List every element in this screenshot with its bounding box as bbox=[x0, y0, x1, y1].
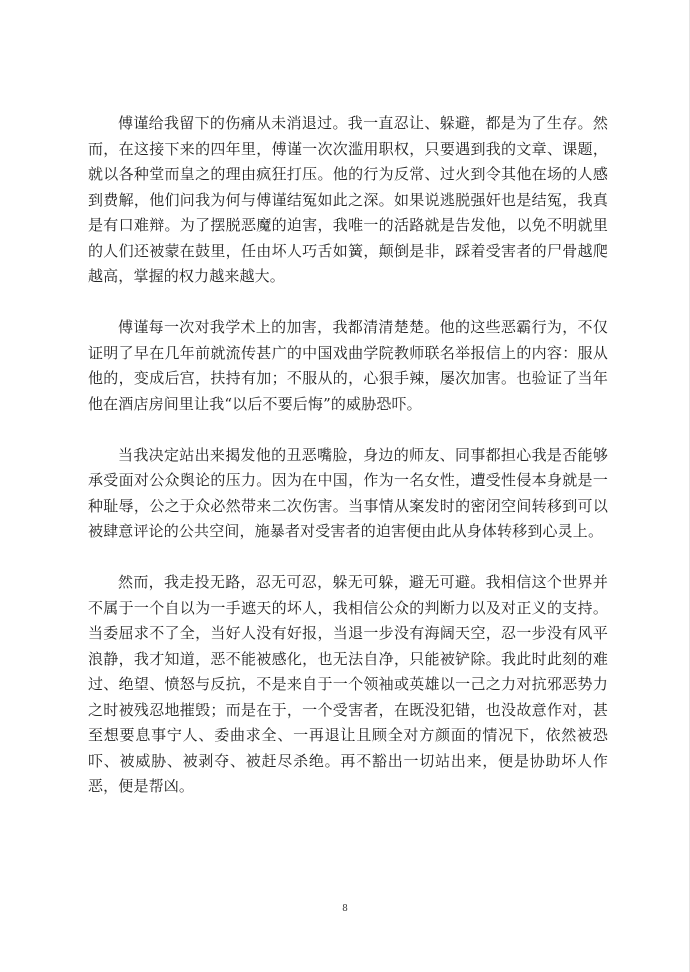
paragraph-4: 然而，我走投无路，忍无可忍，躲无可躲，避无可避。我相信这个世界并不属于一个自以为一手遮天的坏人，我相信公众的判断力以及对正义的支持。当委屈求不了全，当好人没有好报，当退一步没有海阔天空，忍一步没有风平浪静，我才知道，恶不能被感化，也无法自净，只能被铲除。我此时此刻的难过、绝望、愤怒与反抗，不是来自于一个领袖或英雄以一己之力对抗邪恶势力之时被残忍地摧毁；而是在于，一个受害者，在既没犯错，也没故意作对，甚至想要息事宁人、委曲求全、一再退让且顾全对方颜面的情况下，依然被恐吓、被威胁、被剥夺、被赶尽杀绝。再不豁出一切站出来，便是协助坏人作恶，便是帮凶。 bbox=[88, 573, 608, 795]
paragraph-2: 傅谨每一次对我学术上的加害，我都清清楚楚。他的这些恶霸行为，不仅证明了早在几年前就流传甚广的中国戏曲学院教师联名举报信上的内容：服从他的，变成后宫，扶持有加；不服从的，心狠手辣，屡次加害。也验证了当年他在酒店房间里让我“以后不要后悔”的威胁恐吓。 bbox=[88, 318, 608, 413]
page-number: 8 bbox=[342, 904, 348, 914]
paragraph-3: 当我决定站出来揭发他的丑恶嘴脸，身边的师友、同事都担心我是否能够承受面对公众舆论的压力。因为在中国，作为一名女性，遭受性侵本身就是一种耻辱，公之于众必然带来二次伤害。当事情从案发时的密闭空间转移到可以被肆意评论的公共空间，施暴者对受害者的迫害便由此从身体转移到心灵上。 bbox=[88, 445, 608, 540]
document-body bbox=[88, 111, 608, 800]
paragraph-1: 傅谨给我留下的伤痛从未消退过。我一直忍让、躲避，都是为了生存。然而，在这接下来的四年里，傅谨一次次滥用职权，只要遇到我的文章、课题，就以各种堂而皇之的理由疯狂打压。他的行为反常、过火到令其他在场的人感到费解，他们问我为何与傅谨结冤如此之深。如果说逃脱强奸也是结冤，我真是有口难辩。为了摆脱恶魔的迫害，我唯一的活路就是告发他，以免不明就里的人们还被蒙在鼓里，任由坏人巧舌如簧，颠倒是非，踩着受害者的尸骨越爬越高，掌握的权力越来越大。 bbox=[88, 114, 608, 285]
